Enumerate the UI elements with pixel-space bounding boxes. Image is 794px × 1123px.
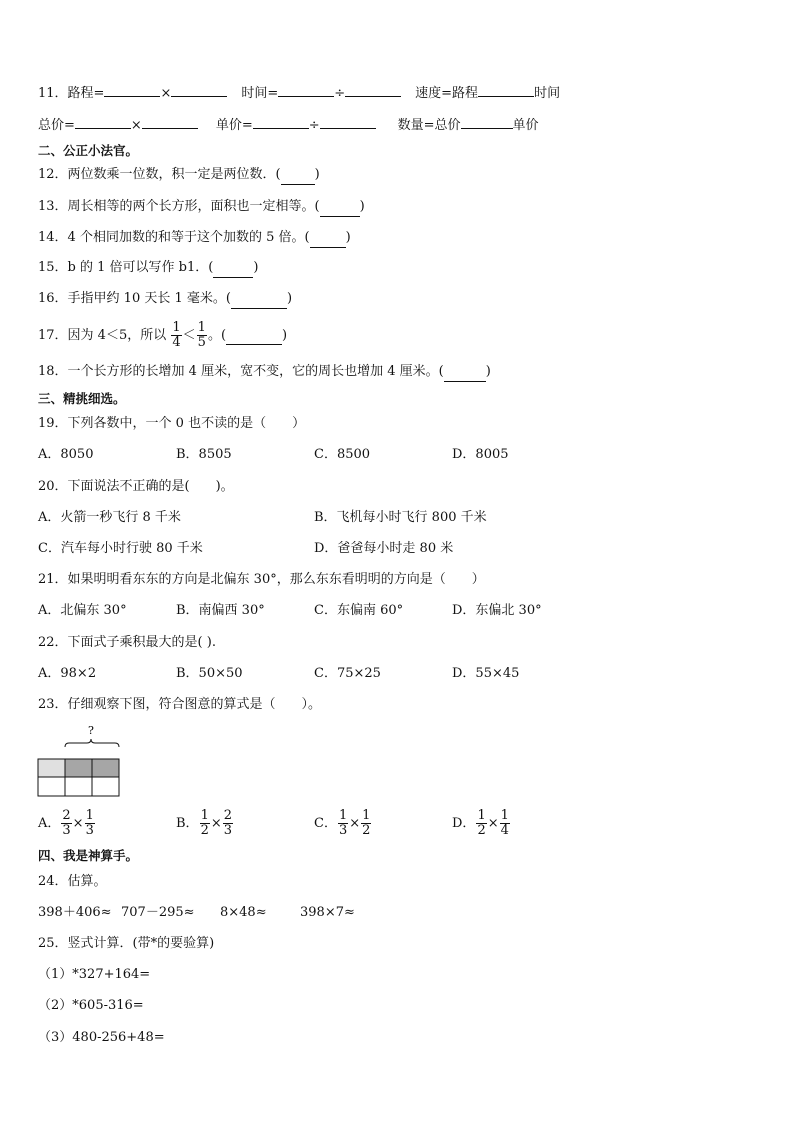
q22-option-a[interactable]: A．98×2 xyxy=(38,666,97,681)
fill-blank[interactable] xyxy=(461,115,513,129)
q21-stem: 21．如果明明看东东的方向是北偏东 30°，那么东东看明明的方向是（ ） xyxy=(38,572,485,587)
answer-blank[interactable] xyxy=(281,166,315,185)
question-mark-label: ? xyxy=(88,724,94,737)
fill-blank[interactable] xyxy=(478,83,534,97)
q19-option-b[interactable]: B．8505 xyxy=(176,447,232,462)
q22-option-d[interactable]: D．55×45 xyxy=(452,666,520,681)
answer-blank[interactable] xyxy=(231,290,287,309)
grid-cell-shaded xyxy=(92,759,119,777)
q25-part-1: （1）*327+164= xyxy=(38,967,151,982)
q20-option-d[interactable]: D．爸爸每小时走 80 米 xyxy=(314,541,454,556)
q19-option-c[interactable]: C．8500 xyxy=(314,447,371,462)
fraction: $\frac{1}{3}$ xyxy=(338,808,348,838)
q23-option-d[interactable]: D． $\frac{1}{2}$ × $\frac{1}{4}$ xyxy=(452,808,509,838)
answer-blank[interactable] xyxy=(213,259,253,278)
q18: 18．一个长方形的长增加 4 厘米，宽不变，它的周长也增加 4 厘米。( ) xyxy=(38,363,491,382)
q20-option-b[interactable]: B．飞机每小时飞行 800 千米 xyxy=(314,510,487,525)
q21-option-d[interactable]: D．东偏北 30° xyxy=(452,603,542,618)
q14: 14．4 个相同加数的和等于这个加数的 5 倍。( ) xyxy=(38,229,351,248)
fill-blank[interactable] xyxy=(320,115,376,129)
grid-cell-shaded xyxy=(65,759,92,777)
q23-option-c[interactable]: C． $\frac{1}{3}$ × $\frac{1}{2}$ xyxy=(314,808,371,838)
q13: 13．周长相等的两个长方形，面积也一定相等。( ) xyxy=(38,198,365,217)
q25-stem: 25．竖式计算．(带*的要验算) xyxy=(38,936,215,951)
section-heading-3: 三、精挑细选。 xyxy=(38,391,126,406)
fraction: $\frac{1}{4}$ xyxy=(500,808,509,838)
grid-cell xyxy=(38,777,65,796)
answer-blank[interactable] xyxy=(320,198,360,217)
q20-option-c[interactable]: C．汽车每小时行驶 80 千米 xyxy=(38,541,203,556)
fraction: $\frac{1}{2}$ xyxy=(200,808,209,838)
q23-option-b[interactable]: B． $\frac{1}{2}$ × $\frac{2}{3}$ xyxy=(176,808,233,838)
fraction: $\frac{1}{2}$ xyxy=(477,808,486,838)
q19-stem: 19．下列各数中，一个 0 也不读的是（ ） xyxy=(38,416,306,431)
q15: 15．b 的 1 倍可以写作 b1．( ) xyxy=(38,259,258,278)
q19-option-a[interactable]: A．8050 xyxy=(38,447,94,462)
answer-blank[interactable] xyxy=(226,328,282,345)
q24-stem: 24．估算。 xyxy=(38,874,107,889)
fraction: $\frac{1}{3}$ xyxy=(85,808,94,838)
q24-expr-3: 8×48≈ xyxy=(220,905,267,920)
grid-cell xyxy=(65,777,92,796)
brace xyxy=(65,739,119,747)
grid-cell xyxy=(92,777,119,796)
q19-option-d[interactable]: D．8005 xyxy=(452,447,509,462)
q24-expr-2: 707－295≈ xyxy=(121,905,195,920)
q23-stem: 23．仔细观察下图，符合图意的算式是（ ）。 xyxy=(38,697,322,712)
q16: 16．手指甲约 10 天长 1 毫米。( ) xyxy=(38,290,292,309)
q22-option-c[interactable]: C．75×25 xyxy=(314,666,381,681)
fill-blank[interactable] xyxy=(345,83,401,97)
fraction: $\frac{2}{3}$ xyxy=(223,808,233,838)
fraction: $\frac{1}{5}$ xyxy=(197,320,206,350)
section-heading-4: 四、我是神算手。 xyxy=(38,848,139,863)
fraction-grid-diagram xyxy=(37,723,121,799)
q25-part-3: （3）480-256+48= xyxy=(38,1030,165,1045)
fill-blank[interactable] xyxy=(253,115,309,129)
fill-blank[interactable] xyxy=(142,115,198,129)
q24-expr-4: 398×7≈ xyxy=(300,905,355,920)
q11-row2: 总价= × 单价= ÷ 数量=总价 单价 xyxy=(38,115,539,135)
q20-option-a[interactable]: A．火箭一秒飞行 8 千米 xyxy=(38,510,181,525)
q25-part-2: （2）*605-316= xyxy=(38,998,144,1013)
q17: 17．因为 4＜5，所以 $\frac{1}{4}$ ＜ $\frac{1}{5}$ 。( ) xyxy=(38,320,288,350)
q24-expr-1: 398＋406≈ xyxy=(38,905,112,920)
answer-blank[interactable] xyxy=(444,363,486,382)
answer-blank[interactable] xyxy=(310,229,346,248)
q11-row1: 11．路程= × 时间= ÷ 速度=路程 时间 xyxy=(38,83,560,103)
fill-blank[interactable] xyxy=(75,115,131,129)
q22-stem: 22．下面式子乘积最大的是( ). xyxy=(38,635,216,650)
q23-option-a[interactable]: A． $\frac{2}{3}$ × $\frac{1}{3}$ xyxy=(38,808,94,838)
section-heading-2: 二、公正小法官。 xyxy=(38,143,139,158)
fill-blank[interactable] xyxy=(104,83,160,97)
q22-option-b[interactable]: B．50×50 xyxy=(176,666,243,681)
q21-option-a[interactable]: A．北偏东 30° xyxy=(38,603,127,618)
fill-blank[interactable] xyxy=(171,83,227,97)
fraction: $\frac{1}{2}$ xyxy=(362,808,371,838)
grid-cell xyxy=(38,759,65,777)
fraction: $\frac{2}{3}$ xyxy=(62,808,71,838)
q21-option-b[interactable]: B．南偏西 30° xyxy=(176,603,265,618)
fraction: $\frac{1}{4}$ xyxy=(172,320,181,350)
fill-blank[interactable] xyxy=(278,83,334,97)
q20-stem: 20．下面说法不正确的是( )。 xyxy=(38,479,234,494)
q12: 12．两位数乘一位数，积一定是两位数．( ) xyxy=(38,166,320,185)
q21-option-c[interactable]: C．东偏南 60° xyxy=(314,603,404,618)
